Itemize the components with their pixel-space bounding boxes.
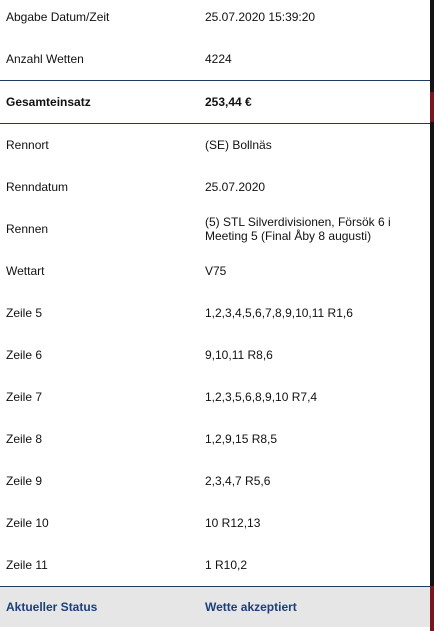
detail-label: Wettart bbox=[6, 264, 45, 278]
detail-value: (5) STL Silverdivisionen, Försök 6 i Meeting 5 (Final Åby 8 augusti) bbox=[205, 215, 391, 243]
leg-label: Zeile 11 bbox=[6, 558, 48, 572]
leg-row bbox=[0, 544, 430, 586]
detail-label: Rennen bbox=[6, 222, 49, 236]
background-accent bbox=[430, 92, 434, 122]
detail-value: (SE) Bollnäs bbox=[205, 138, 272, 152]
detail-label: Anzahl Wetten bbox=[6, 52, 84, 66]
leg-value: 9,10,11 R8,6 bbox=[205, 348, 273, 362]
detail-value: 4224 bbox=[205, 52, 232, 66]
leg-value: 10 R12,13 bbox=[205, 516, 261, 530]
detail-value: 253,44 € bbox=[205, 95, 252, 109]
detail-row-anzahl-wetten bbox=[0, 40, 430, 78]
leg-value: 1,2,3,5,6,8,9,10 R7,4 bbox=[205, 390, 318, 404]
detail-label: Renndatum bbox=[6, 180, 69, 194]
leg-label: Zeile 10 bbox=[6, 516, 49, 530]
leg-row bbox=[0, 502, 430, 544]
leg-value: 1,2,3,4,5,6,7,8,9,10,11 R1,6 bbox=[205, 306, 353, 320]
detail-label: Gesamteinsatz bbox=[6, 95, 91, 109]
leg-label: Zeile 9 bbox=[6, 474, 43, 488]
detail-label: Rennort bbox=[6, 138, 49, 152]
status-value: Wette akzeptiert bbox=[205, 600, 297, 614]
leg-value: 1,2,9,15 R8,5 bbox=[205, 432, 278, 446]
background-accent bbox=[430, 586, 434, 631]
leg-row bbox=[0, 460, 430, 502]
status-label: Aktueller Status bbox=[6, 600, 98, 614]
detail-value: V75 bbox=[205, 264, 227, 278]
status-row bbox=[0, 587, 430, 627]
detail-value: 25.07.2020 bbox=[205, 180, 266, 194]
detail-row-rennort bbox=[0, 124, 430, 166]
leg-row bbox=[0, 376, 430, 418]
detail-row-rennen bbox=[0, 208, 430, 250]
detail-row-renndatum bbox=[0, 166, 430, 208]
detail-row-abgabe bbox=[0, 0, 430, 34]
leg-value: 2,3,4,7 R5,6 bbox=[205, 474, 271, 488]
leg-label: Zeile 8 bbox=[6, 432, 43, 446]
leg-label: Zeile 5 bbox=[6, 306, 43, 320]
detail-row-gesamteinsatz bbox=[0, 81, 430, 123]
leg-row bbox=[0, 292, 430, 334]
leg-label: Zeile 6 bbox=[6, 348, 43, 362]
detail-value: 25.07.2020 15:39:20 bbox=[205, 10, 316, 24]
leg-value: 1 R10,2 bbox=[205, 558, 248, 572]
detail-label: Abgabe Datum/Zeit bbox=[6, 10, 110, 24]
leg-row bbox=[0, 334, 430, 376]
leg-label: Zeile 7 bbox=[6, 390, 43, 404]
leg-row bbox=[0, 418, 430, 460]
detail-row-wettart bbox=[0, 250, 430, 292]
